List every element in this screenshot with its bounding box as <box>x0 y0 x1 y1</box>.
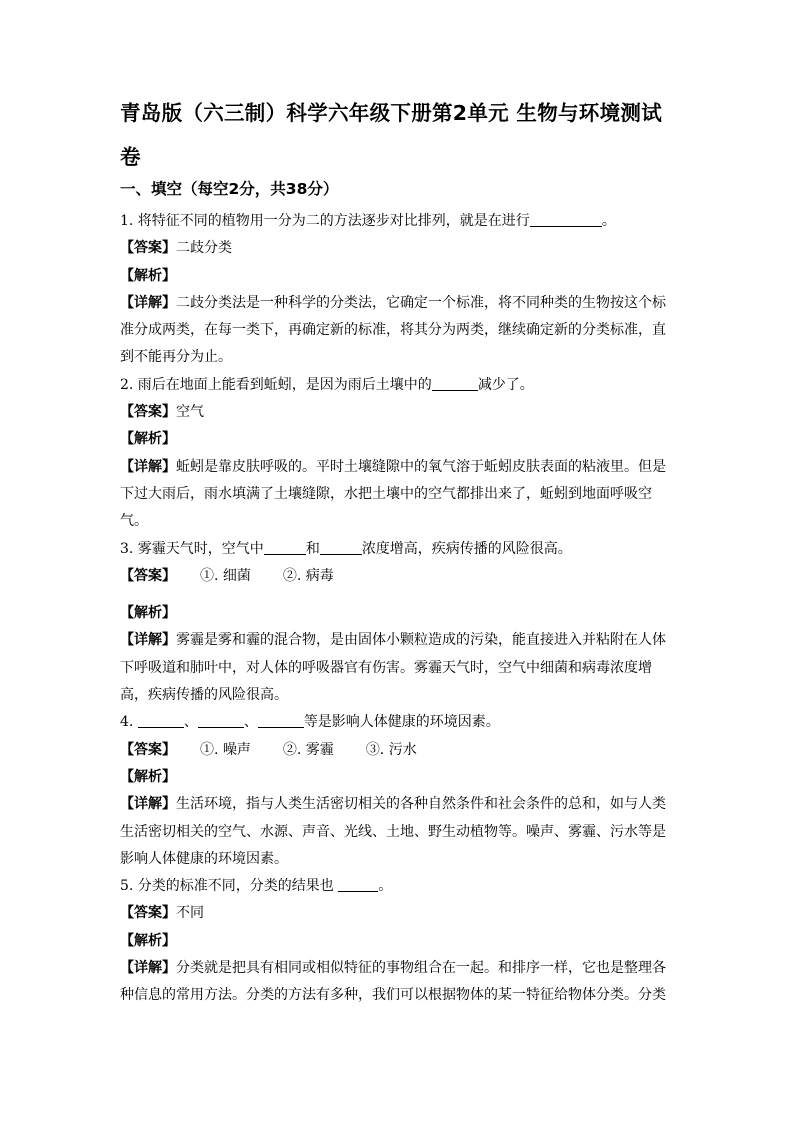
question-text: 3. 雾霾天气时，空气中 <box>120 540 264 557</box>
question-text: 2. 雨后在地面上能看到蚯蚓，是因为雨后土壤中的 <box>120 376 432 393</box>
question-text: 4. <box>120 714 138 731</box>
detail-line: 生活密切相关的空气、水源、声音、光线、土地、野生动植物等。噪声、雾霾、污水等是 <box>120 823 666 840</box>
answer-line <box>120 737 680 764</box>
detail-label: 【详解】 <box>120 294 176 311</box>
answer-value: 不同 <box>176 905 204 922</box>
answer-blank <box>530 211 602 227</box>
answer-label: 【答案】 <box>120 240 176 257</box>
detail-line <box>120 791 680 818</box>
question-3 <box>120 536 680 563</box>
question-text: 浓度增高，疾病传播的风险很高。 <box>361 540 572 557</box>
analysis-line <box>120 600 680 627</box>
answer-value: 二歧分类 <box>176 240 232 257</box>
answer-option: ①. 噪声 <box>200 741 251 758</box>
detail-line <box>120 627 680 654</box>
answer-value: 空气 <box>176 404 204 421</box>
detail-line <box>120 955 680 982</box>
question-4 <box>120 709 680 736</box>
question-5 <box>120 873 680 900</box>
questions-body <box>120 208 680 1010</box>
question-text: 、 <box>243 714 258 731</box>
detail-line: 准分成两类，在每一类下，再确定新的标准，将其分为两类，继续确定新的分类标准，直 <box>120 322 666 339</box>
detail-text: 雾霾是雾和霾的混合物，是由固体小颗粒造成的污染，能直接进入并粘附在人体 <box>176 632 666 649</box>
answer-label: 【答案】 <box>120 567 176 584</box>
answer-option: ③. 污水 <box>365 741 417 758</box>
analysis-label: 【解析】 <box>120 431 176 448</box>
question-text: 5. 分类的标准不同，分类的结果也 <box>120 878 339 895</box>
answer-line <box>120 399 680 426</box>
detail-line: 影响人体健康的环境因素。 <box>120 850 288 867</box>
question-2 <box>120 372 680 399</box>
answer-blank <box>258 712 304 728</box>
analysis-line <box>120 764 680 791</box>
answer-label: 【答案】 <box>120 404 176 421</box>
answer-blank <box>432 375 478 391</box>
detail-line: 下呼吸道和肺叶中，对人体的呼吸器官有伤害。雾霾天气时，空气中细菌和病毒浓度增 <box>120 659 652 676</box>
detail-text: 二歧分类法是一种科学的分类法，它确定一个标准，将不同种类的生物按这个标 <box>176 294 666 311</box>
analysis-line <box>120 426 680 453</box>
detail-line <box>120 290 680 317</box>
analysis-label: 【解析】 <box>120 768 176 785</box>
analysis-line <box>120 263 680 290</box>
detail-line: 气。 <box>120 513 148 530</box>
answer-blank <box>138 712 184 728</box>
question-text: 和 <box>305 540 320 557</box>
answer-line <box>120 235 680 262</box>
answer-label: 【答案】 <box>120 905 176 922</box>
detail-text: 生活环境，指与人类生活密切相关的各种自然条件和社会条件的总和，如与人类 <box>176 796 666 813</box>
answer-options <box>200 563 334 590</box>
answer-line <box>120 563 680 590</box>
detail-label: 【详解】 <box>120 960 176 977</box>
answer-option: ②. 雾霾 <box>282 741 334 758</box>
section-heading: 一、填空（每空2分，共38分） <box>120 180 339 198</box>
answer-blank <box>338 876 378 892</box>
analysis-label: 【解析】 <box>120 932 176 949</box>
detail-line: 高，疾病传播的风险很高。 <box>120 687 288 704</box>
question-text: 等是影响人体健康的环境因素。 <box>303 714 500 731</box>
analysis-line <box>120 928 680 955</box>
analysis-label: 【解析】 <box>120 267 176 284</box>
detail-label: 【详解】 <box>120 458 176 475</box>
answer-option: ①. 细菌 <box>200 567 251 584</box>
question-text: 减少了。 <box>477 376 534 393</box>
detail-line: 到不能再分为止。 <box>120 349 232 366</box>
question-text: 、 <box>183 714 198 731</box>
detail-line <box>120 454 680 481</box>
question-text: 。 <box>378 878 393 895</box>
question-1 <box>120 208 680 235</box>
question-text: 。 <box>601 213 616 229</box>
detail-text: 蚯蚓是靠皮肤呼吸的。平时土壤缝隙中的氧气溶于蚯蚓皮肤表面的粘液里。但是 <box>176 458 666 475</box>
detail-line: 下过大雨后，雨水填满了土壤缝隙，水把土壤中的空气都排出来了，蚯蚓到地面呼吸空 <box>120 485 652 502</box>
detail-label: 【详解】 <box>120 632 176 649</box>
answer-blank <box>320 539 362 555</box>
question-text: 1. 将特征不同的植物用一分为二的方法逐步对比排列，就是在进行 <box>120 213 530 229</box>
answer-label: 【答案】 <box>120 741 176 758</box>
answer-line <box>120 900 680 927</box>
document-title: 青岛版（六三制）科学六年级下册第2单元 生物与环境测试卷 <box>120 101 662 169</box>
detail-text: 分类就是把具有相同或相似特征的事物组合在一起。和排序一样，它也是整理各 <box>176 960 666 977</box>
answer-blank <box>264 539 306 555</box>
analysis-label: 【解析】 <box>120 605 176 622</box>
answer-options <box>200 737 417 764</box>
detail-line: 种信息的常用方法。分类的方法有多种，我们可以根据物体的某一特征给物体分类。分类 <box>120 987 666 1004</box>
answer-blank <box>198 712 244 728</box>
answer-option: ②. 病毒 <box>282 567 334 584</box>
detail-label: 【详解】 <box>120 796 176 813</box>
